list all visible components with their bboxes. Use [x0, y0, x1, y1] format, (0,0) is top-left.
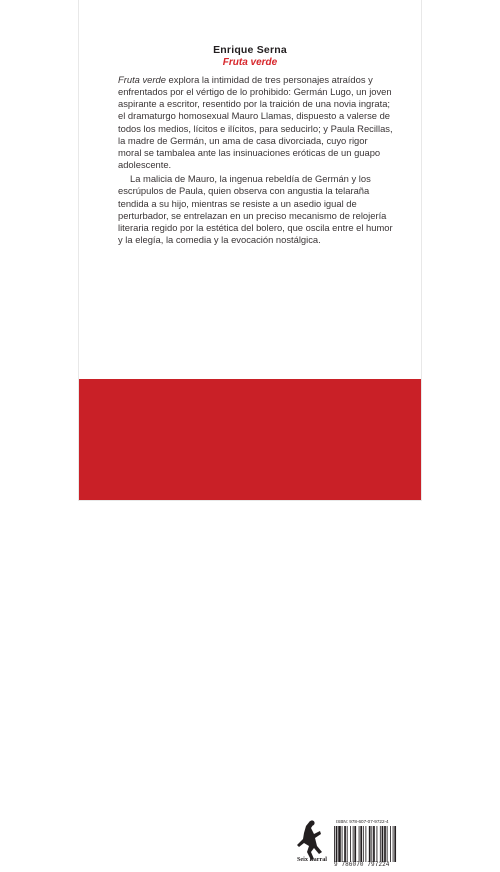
synopsis-paragraph-1 [118, 74, 393, 171]
synopsis-paragraph-1-text: explora la intimidad de tres personajes atraídos y enfrentados por el vértigo de lo prohibido: Germán Lugo, un joven aspirante a escritor, resentido por la traición de una novia ingrata; el dramaturgo homosexual Mauro Llamas, dispuesto a valerse de todos los medios, lícitos e ilícitos, para seducirlo; y Paula Recillas, la madre de Germán, un ama de casa divorciada, cuyo rigor moral se tambalea ante las insinuaciones eróticas de un guapo adolescente. [118, 74, 393, 171]
website-url [105, 803, 115, 872]
barcode-panel [290, 816, 418, 870]
imprint-name: Seix Barral [296, 856, 328, 863]
barcode-icon [334, 826, 416, 862]
genre-label: NOVELA [88, 778, 129, 787]
synopsis-title-italic: Fruta verde [118, 74, 166, 85]
book-back-cover [79, 0, 421, 870]
booket-logo-icon [86, 811, 104, 867]
booket-logo-text: booket [87, 822, 102, 865]
isbn-number: ISBN: 978-607-07-9722-4 [336, 819, 389, 824]
synopsis [118, 74, 393, 246]
synopsis-paragraph-2: La malicia de Mauro, la ingenua rebeldía de Germán y los escrúpulos de Paula, quien observa con angustia la telaraña tendida a su hijo, mientras se resiste a un asedio igual de perturbador, se entrelazan en un preciso mecanismo de relojería literaria regido por la estética del bolero, que oscila entre el humor y la elegía, la comedia y la evocación nostálgica. [118, 173, 393, 246]
red-footer-band [79, 379, 421, 870]
website-url-text: planetadelibros.com.mx [105, 803, 112, 870]
author-name: Enrique Serna [213, 44, 287, 56]
barcode-digits: 9 786070 797224 [334, 861, 390, 868]
book-title: Fruta verde [222, 57, 278, 68]
